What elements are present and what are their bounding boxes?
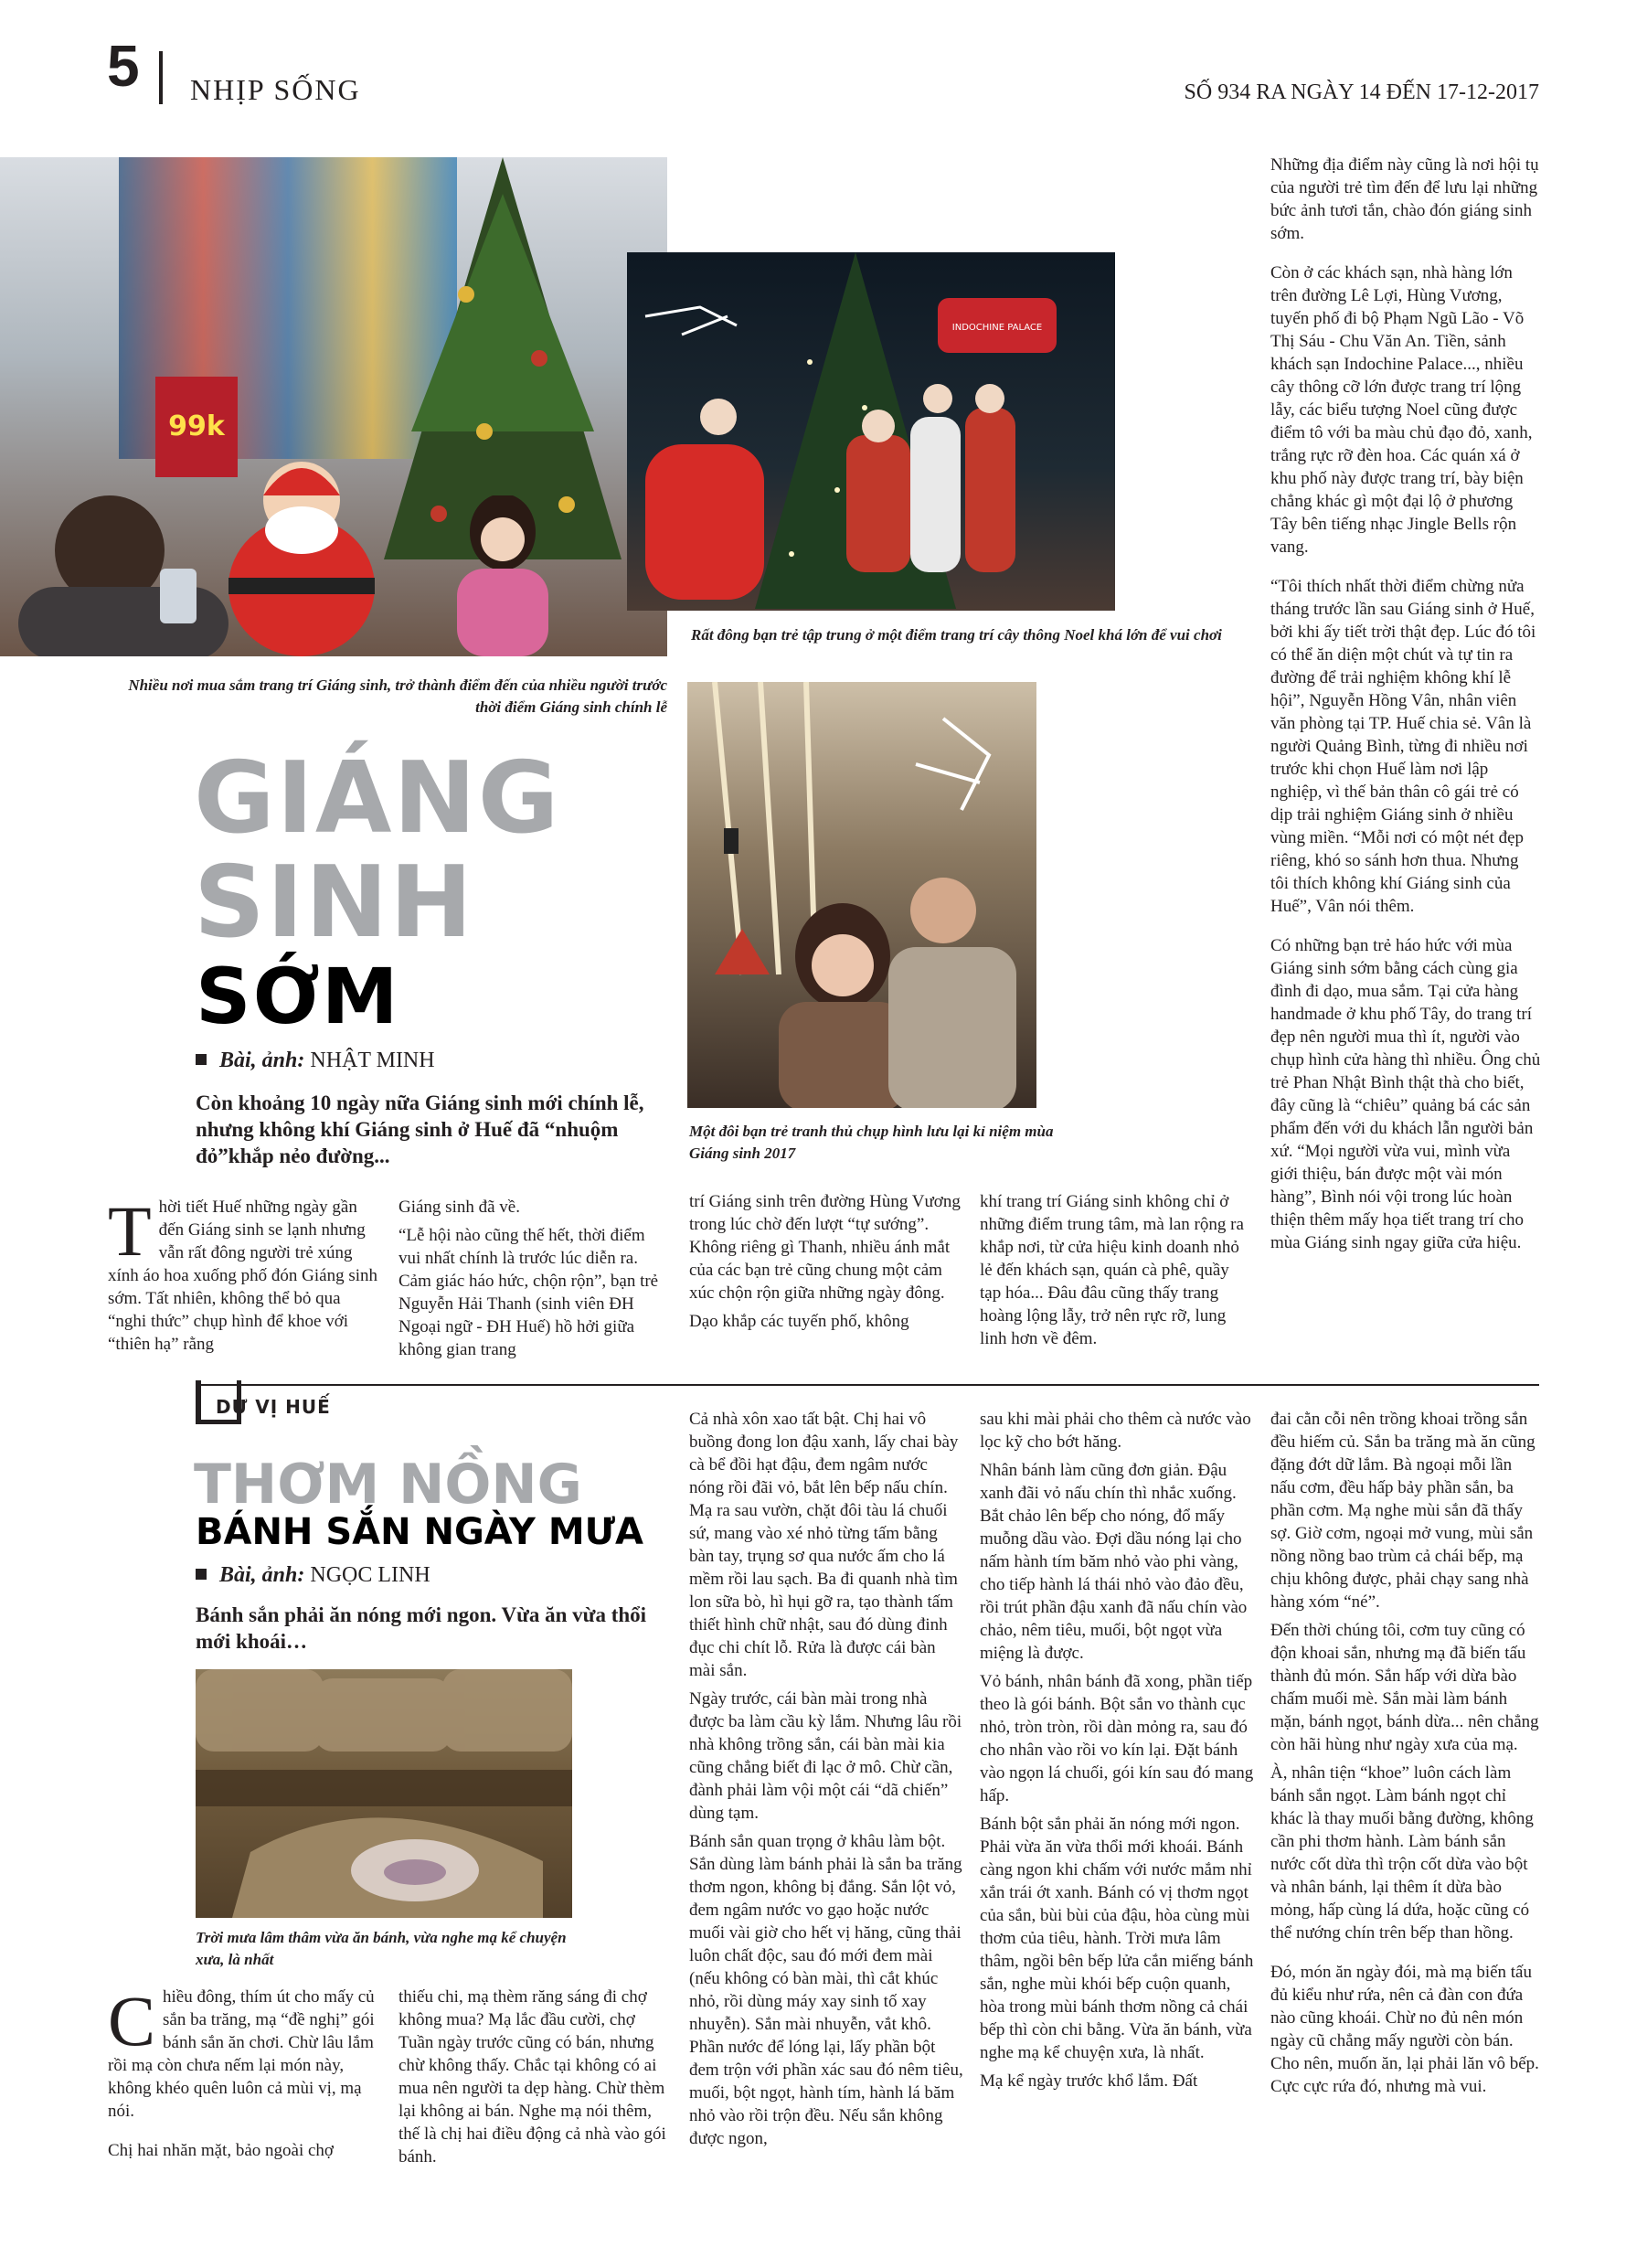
dropcap: C: [108, 1981, 156, 2060]
article-column: khí trang trí Giáng sinh không chỉ ở những điểm trung tâm, mà lan rộng ra khắp nơi, từ cửa hiệu kinh doanh nhỏ lẻ đến khách sạn, quán cà phê, quầy tạp hóa... Đâu đâu cũng thấy trang hoàng lộng lẫy, trở nên rực rỡ, lung linh hơn về đêm.: [980, 1192, 1244, 1348]
article-column: thiếu chi, mạ thèm răng sáng đi chợ không mua? Mạ lắc đầu cười, chợ Tuần ngày trước cũng có bán, nhưng chừ không thấy. Chắc tại không có ai mua nên người ta dẹp hàng. Chừ thèm lại không ai bán. Nghe mạ nói thêm, thế là chị hai điều động cả nhà vào gói bánh.: [398, 1987, 666, 2167]
article-column: T hời tiết Huế những ngày gần đến Giáng sinh se lạnh nhưng vẫn rất đông người trẻ xúng xính áo hoa xuống phố đón Giáng sinh sớm. Tất nhiên, không thể bỏ qua “nghi thức” chụp hình để khoe với “thiên hạ” rằng: [108, 1191, 378, 1354]
article-column: C hiều đông, thím út cho mấy củ sắn ba trăng, mạ “đề nghị” gói bánh sắn ăn chơi. Chừ lâu lắm rồi mạ còn chưa nếm lại món này, không khéo quên luôn cả mùi vị, mạ nói. Chị hai nhăn mặt, bảo ngoài chợ: [108, 1981, 375, 2160]
article-column: đai cằn cỗi nên trồng khoai trồng sắn đều hiếm củ. Sắn ba trăng mà ăn cũng đặng đớt dữ lắm. Bà ngoại mỗi lần nấu cơm, đều hấp bảy phần sắn, ba phần cơm. Mạ nghe mùi sắn đã thấy sợ. Giờ cơm, ngoại mở vung, mùi sắn nồng nồng bao trùm cả chái bếp, mạ chịu không được, phải chạy sang nhà hàng xóm “né”. Đến thời chúng tôi, cơm tuy cũng có độn khoai sắn, nhưng mạ đã biến tấu thành đủ món. Sắn hấp với dừa bào chấm muối mè. Sắn mài làm bánh mặn, bánh ngọt, bánh dừa... nên chẳng còn hãi hùng như ngày xưa của mạ. À, nhân tiện “khoe” luôn cách làm bánh sắn ngọt. Làm bánh ngọt chỉ khác là thay muối bằng đường, không cần phi thơm hành. Làm bánh sắn nước cốt dừa thì trộn cốt dừa vào bột và nhân bánh, lại thêm ít dừa bào mỏng, hấp cùng lá dứa, hoặc cũng có thể nướng chín trên bếp than hồng. Đó, món ăn ngày đói, mà mạ biến tấu đủ kiểu như rứa, nên cả đàn con đứa nào cũng khoái. Chừ no đủ nên món ngày cũ chẳng mấy người còn bán. Cho nên, muốn ăn, lại phải lăn vô bếp. Cực cực rứa đó, nhưng mà vui.: [1270, 1410, 1539, 2096]
photo-caption: Một đôi bạn trẻ tranh thủ chụp hình lưu lại kỉ niệm mùa Giáng sinh 2017: [689, 1123, 1054, 1162]
section-title: NHỊP SỐNG: [190, 73, 361, 106]
issue-info: SỐ 934 RA NGÀY 14 ĐẾN 17-12-2017: [1184, 80, 1539, 104]
dropcap: T: [108, 1191, 152, 1271]
article-title: THƠM NỒNG: [194, 1453, 582, 1517]
bullet-square: [196, 1054, 207, 1065]
byline: Bài, ảnh: NHẬT MINH: [196, 1049, 435, 1073]
article-subtitle: BÁNH SẮN NGÀY MƯA: [196, 1511, 643, 1553]
author: NHẬT MINH: [310, 1049, 435, 1072]
article-column: Những địa điểm này cũng là nơi hội tụ của người trẻ tìm đến để lưu lại những bức ảnh tươi tắn, chào đón giáng sinh sớm. Còn ở các khách sạn, nhà hàng lớn trên đường Lê Lợi, Hùng Vương, tuyến phố đi bộ Phạm Ngũ Lão - Võ Thị Sáu - Chu Văn An. Tiền, sảnh khách sạn Indochine Palace..., nhiều cây thông cỡ lớn được trang trí lộng lẫy, các biểu tượng Noel cũng được điểm tô với ba màu chủ đạo đỏ, xanh, trắng rực rỡ đèn hoa. Các quán xá ở khu phố này được trang trí, bày biện chẳng khác gì một đại lộ ở phương Tây bên tiếng nhạc Jingle Bells rộn vang. “Tôi thích nhất thời điểm chừng nửa tháng trước lần sau Giáng sinh ở Huế, bởi khi ấy tiết trời thật đẹp. Lúc đó tôi có thể ăn diện một chút và tự tin ra đường để trải nghiệm không khí lễ hội”, Nguyễn Hồng Vân, nhân viên văn phòng tại TP. Huế chia sẻ. Vân là người Quảng Bình, từng đi nhiều nơi trước khi chọn Huế làm nơi lập nghiệp, vì thế bản thân cô gái trẻ có dịp trải nghiệm Giáng sinh ở nhiều vùng miền. “Mỗi nơi có một nét đẹp riêng, khó so sánh hơn thua. Nhưng tôi thích không khí Giáng sinh của Huế”, Vân nói thêm. Có những bạn trẻ háo hức với mùa Giáng sinh sớm bằng cách cùng gia đình đi dạo, mua sắm. Tại cửa hàng handmade ở khu phố Tây, do trang trí đẹp nên người mua thì ít, người vào chụp hình cửa hàng thì nhiều. Ông chủ trẻ Phan Nhật Bình thật thà cho biết, đây cũng là “chiêu” quảng bá các sản phẩm đến với du khách lẫn người bản xứ. “Mọi người vừa vui, mình vừa giới thiệu, bán được một vài món hàng”, Bình nói vội trong lúc hoàn thiện thêm mấy họa tiết trang trí cho mùa Giáng sinh ngay giữa cửa hiệu.: [1270, 155, 1541, 1252]
section-divider: [196, 1384, 1539, 1386]
page-number: 5: [107, 33, 140, 99]
photo-christmas-tree: [627, 252, 1115, 611]
photo-caption: Rất đông bạn trẻ tập trung ở một điểm trang trí cây thông Noel khá lớn để vui chơi: [691, 626, 1222, 644]
article-title: SỚM: [196, 952, 400, 1041]
kicker: DƯ VỊ HUẾ: [216, 1396, 331, 1418]
lede: Bánh sắn phải ăn nóng mới ngon. Vừa ăn vừa thổi mới khoái…: [196, 1603, 647, 1653]
photo-caption: Trời mưa lâm thâm vừa ăn bánh, vừa nghe mạ kể chuyện xưa, là nhất: [196, 1929, 567, 1968]
photo-caption: Nhiều nơi mua sắm trang trí Giáng sinh, trở thành điểm đến của nhiều người trước thời điểm Giáng sinh chính lễ: [128, 676, 667, 716]
article-column: Cả nhà xôn xao tất bật. Chị hai vô buồng đong lon đậu xanh, lấy chai bày cà bể đồi hạt đậu, đem ngâm nước nóng rồi đãi vỏ, bắt lên bếp nấu chín. Mạ ra sau vườn, chặt đôi tàu lá chuối sứ, mang vào xé nhỏ từng tấm bằng bàn tay, trụng sơ qua nước ấm cho lá mềm rồi lau sạch. Ba đi quanh nhà tìm lon sữa bò, hì hụi gỡ ra, tạo thành tấm thiết hình chữ nhật, sau đó dùng đinh đục chi chít lỗ. Rửa là được cái bàn mài sắn. Ngày trước, cái bàn mài trong nhà được ba làm cầu kỳ lắm. Nhưng lâu rồi nhà không trồng sắn, cái bàn mài kia cũng chẳng biết đi lạc ở mô. Chừ cần, đành phải làm vội một cái “dã chiến” dùng tạm. Bánh sắn quan trọng ở khâu làm bột. Sắn dùng làm bánh phải là sắn ba trăng thơm ngon, không bị đắng. Sắn lột vỏ, đem ngâm nước vo gạo hoặc nước muối vài giờ cho hết vị hăng, cũng thải luôn chất độc, sau đó mới đem mài (nếu không có bàn mài, thì cắt khúc nhỏ, rồi dùng máy xay sinh tố xay nhuyễn). Sắn mài nhuyễn, vắt khô. Phần nước để lóng lại, lấy phần bột đem trộn với phần xác sau đó nêm tiêu, muối, bột ngọt, hành tím, hành lá băm nhỏ vào rồi trộn đều. Nếu sắn không được ngon,: [689, 1410, 963, 2148]
header-divider: [159, 51, 163, 104]
byline: Bài, ảnh: NGỌC LINH: [196, 1563, 430, 1588]
article-column: Giáng sinh đã về. “Lễ hội nào cũng thế hết, thời điểm vui nhất chính là trước lúc diễn ra. Cảm giác háo hức, chộn rộn”, bạn trẻ Nguyễn Hải Thanh (sinh viên ĐH Ngoại ngữ - ĐH Huế) hồ hởi giữa không gian trang: [398, 1198, 659, 1359]
article-title: SINH: [194, 846, 474, 960]
author: NGỌC LINH: [310, 1563, 430, 1587]
bullet-square: [196, 1569, 207, 1580]
article-column: trí Giáng sinh trên đường Hùng Vương trong lúc chờ đến lượt “tự sướng”. Không riêng gì Thanh, nhiều ánh mắt của các bạn trẻ cũng chung một cảm xúc chộn rộn giữa những ngày đông. Dạo khắp các tuyến phố, không: [689, 1192, 961, 1331]
photo-couple-selfie: [687, 682, 1036, 1108]
article-column: sau khi mài phải cho thêm cà nước vào lọc kỹ cho bớt hăng. Nhân bánh làm cũng đơn giản. Đậu xanh đãi vỏ nấu chín thì nhắc xuống. Bắt chảo lên bếp cho nóng, đổ mấy muỗng dầu vào. Đợi dầu nóng lại cho nấm hành tím băm nhỏ vào phi vàng, cho tiếp hành lá thái nhỏ vào đảo đều, rồi trút phần đậu xanh đã nấu chín vào chảo, nêm tiêu, muối, bột ngọt vừa miệng là được. Vỏ bánh, nhân bánh đã xong, phần tiếp theo là gói bánh. Bột sắn vo thành cục nhỏ, tròn tròn, rồi dàn mỏng ra, sau đó cho nhân vào rồi vo kín lại. Đặt bánh vào ngọn lá chuối, gói kín sau đó mang hấp. Bánh bột sắn phải ăn nóng mới ngon. Phải vừa ăn vừa thổi mới khoái. Bánh càng ngon khi chấm với nước mắm nhỉ xắn trái ớt xanh. Bánh có vị thơm ngọt của sắn, bùi bùi của đậu, hòa cùng mùi thơm của tiêu, hành. Trời mưa lâm thâm, ngồi bên bếp lửa cắn miếng bánh sắn, nghe mùi khói bếp cuộn quanh, hòa trong mùi bánh thơm nồng cả chái bếp thì còn chi bằng. Vừa ăn bánh, vừa nghe mạ kể chuyện xưa, là nhất. Mạ kể ngày trước khổ lắm. Đất: [980, 1410, 1254, 2091]
photo-banh-san: [196, 1669, 572, 1918]
article-title: GIÁNG: [194, 741, 561, 856]
price-sign: 99k: [155, 377, 238, 477]
lede: Còn khoảng 10 ngày nữa Giáng sinh mới chính lễ, nhưng không khí Giáng sinh ở Huế đã “nhuộm đỏ”khắp nẻo đường...: [196, 1091, 644, 1167]
photo-santa-shop: [0, 157, 667, 656]
hotel-sign: INDOCHINE PALACE: [951, 323, 1043, 333]
